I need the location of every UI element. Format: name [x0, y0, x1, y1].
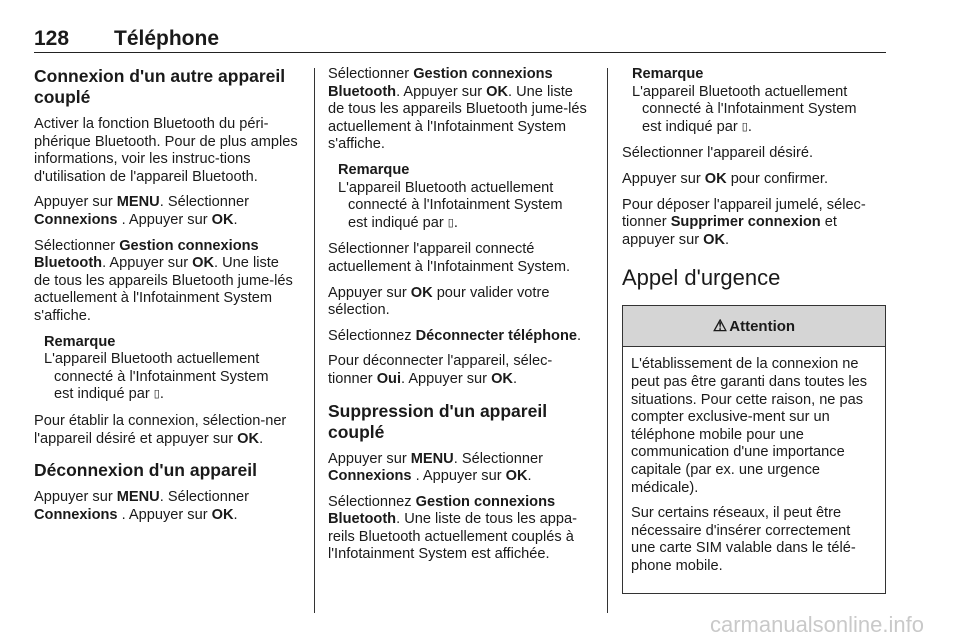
ok-key: OK — [505, 468, 528, 485]
note-line: est indiqué par — [54, 386, 154, 403]
page-number: 128 — [34, 27, 70, 50]
paragraph — [622, 197, 886, 250]
text: Appuyer sur — [34, 194, 117, 211]
ok-key: OK — [237, 430, 260, 447]
section-heading-disconnect: Déconnexion d'un appareil — [34, 460, 257, 481]
text: . Sélectionner — [159, 489, 249, 506]
text: Pour établir la connexion, sélection-ner l'appareil désiré et appuyer sur — [34, 412, 287, 447]
paragraph: Sélectionner l'appareil désiré. — [622, 145, 813, 162]
note-title: Remarque — [44, 333, 116, 350]
attention-paragraph: Sur certains réseaux, il peut être nécessaire d'insérer correctement une carte SIM valable dans le télé-phone mobile. — [631, 505, 856, 574]
note-line-indent: connecté à l'Infotainment System est indiqué par ▯. — [54, 368, 269, 403]
text: Pour déconnecter l'appareil, sélec-tionner — [328, 353, 553, 387]
page-title: Téléphone — [114, 27, 220, 50]
menu-item: Connexions — [34, 506, 118, 523]
note-line: est indiqué par — [348, 214, 448, 231]
menu-item: Gestion connexions Bluetooth — [328, 493, 556, 528]
phone-icon: ▯ — [447, 216, 454, 229]
paragraph — [34, 413, 298, 448]
note — [338, 162, 592, 232]
ok-key: OK — [491, 370, 513, 387]
column-3 — [622, 66, 886, 594]
attention-box — [622, 305, 886, 594]
text: . Appuyer sur — [117, 506, 212, 523]
text: . Appuyer sur — [401, 370, 492, 387]
phone-icon: ▯ — [741, 120, 748, 133]
paragraph — [328, 328, 592, 346]
text: pour confirmer. — [726, 170, 829, 187]
paragraph — [328, 494, 592, 564]
note-line: L'appareil Bluetooth actuellement — [44, 351, 260, 368]
text: . Appuyer sur — [102, 255, 193, 272]
ok-key: OK — [410, 284, 433, 301]
column-divider-1 — [314, 68, 315, 613]
text: . Sélectionner — [159, 194, 249, 211]
menu-item: Supprimer connexion — [670, 214, 821, 231]
text: Pour déposer l'appareil jumelé, sélec-tionner — [622, 196, 866, 231]
note-line-indent: connecté à l'Infotainment System est indiqué par ▯. — [642, 101, 857, 135]
paragraph — [34, 489, 298, 524]
paragraph — [328, 353, 592, 388]
note-line-indent: connecté à l'Infotainment System est indiqué par ▯. — [348, 197, 563, 231]
text: . — [233, 506, 238, 523]
note-line: connecté à l'Infotainment System — [54, 368, 269, 385]
paragraph — [328, 66, 592, 154]
text: . Appuyer sur — [411, 468, 506, 485]
menu-item: Connexions — [328, 468, 412, 485]
text: . — [233, 211, 238, 228]
attention-label: Attention — [729, 317, 796, 335]
menu-item: Déconnecter téléphone — [415, 327, 578, 344]
warning-icon: ⚠ — [712, 317, 728, 335]
text: Appuyer sur — [34, 489, 117, 506]
text: . — [259, 430, 264, 447]
text: Sélectionner — [34, 237, 120, 254]
note-body — [338, 180, 592, 233]
paragraph — [328, 285, 592, 320]
note-line: connecté à l'Infotainment System — [642, 101, 857, 118]
text: et appuyer sur — [622, 214, 837, 248]
menu-item: Gestion connexions Bluetooth — [34, 237, 259, 272]
text: . Une liste de tous les appa-reils Bluetooth actuellement couplés à l'Infotainment System est affichée. — [328, 511, 577, 563]
note — [44, 334, 298, 404]
menu-key: MENU — [116, 489, 160, 506]
note-line: connecté à l'Infotainment System — [348, 197, 563, 214]
text: Sélectionner — [328, 66, 414, 82]
ok-key: OK — [486, 83, 509, 100]
attention-paragraph: L'établissement de la connexion ne peut pas être garanti dans toutes les situations. Pour cette raison, ne pas compter exclusive-ment sur un téléphone mobile pour une communication d'une importance capitale (par ex. une urgence médicale). — [631, 356, 868, 496]
menu-key: MENU — [410, 450, 454, 467]
ok-key: OK — [192, 255, 215, 272]
text: Sélectionnez — [328, 493, 416, 510]
text: . Appuyer sur — [396, 83, 487, 100]
column-1 — [34, 66, 298, 532]
note-title: Remarque — [632, 66, 704, 82]
text: Appuyer sur — [622, 170, 705, 187]
paragraph — [34, 194, 298, 229]
attention-header — [623, 306, 885, 347]
text: . Une liste de tous les appareils Bluetooth jume-lés actuellement à l'Infotainment System s'affiche. — [328, 83, 587, 153]
phone-icon: ▯ — [153, 388, 160, 401]
section-heading-delete: Suppression d'un appareil couplé — [328, 400, 548, 442]
note — [632, 66, 886, 136]
paragraph — [34, 238, 298, 326]
ok-key: OK — [211, 211, 234, 228]
column-2 — [328, 66, 592, 572]
note-line: est indiqué par — [642, 118, 742, 135]
section-heading-emergency: Appel d'urgence — [622, 265, 781, 291]
note-line: L'appareil Bluetooth actuellement — [338, 179, 554, 196]
text: . Appuyer sur — [117, 211, 212, 228]
paragraph — [622, 171, 886, 189]
paragraph: Activer la fonction Bluetooth du péri-phérique Bluetooth. Pour de plus amples informations, voir les instruc-tions d'utilisation de l'appareil Bluetooth. — [34, 116, 298, 185]
text: . — [577, 327, 582, 344]
text: pour valider votre sélection. — [328, 284, 550, 319]
header-rule — [34, 52, 886, 53]
text: . Sélectionner — [453, 450, 543, 467]
text: Appuyer sur — [328, 450, 411, 467]
attention-body — [623, 347, 885, 593]
note-body — [632, 84, 886, 137]
paragraph: Sélectionner l'appareil connecté actuellement à l'Infotainment System. — [328, 241, 571, 275]
menu-item: Connexions — [34, 211, 118, 228]
watermark: carmanualsonline.info — [709, 612, 924, 637]
column-divider-2 — [607, 68, 608, 613]
menu-key: MENU — [116, 194, 160, 211]
ok-key: OK — [211, 506, 234, 523]
text: . — [725, 231, 730, 248]
paragraph — [328, 451, 592, 486]
text: Sélectionnez — [328, 327, 416, 344]
menu-item: Oui — [376, 370, 402, 387]
menu-item: Gestion connexions Bluetooth — [328, 66, 553, 100]
note-line: L'appareil Bluetooth actuellement — [632, 83, 848, 100]
note-title: Remarque — [338, 161, 410, 178]
note-body — [44, 351, 298, 404]
text: . Une liste de tous les appareils Bluetooth jume-lés actuellement à l'Infotainment System s'affiche. — [34, 255, 293, 324]
ok-key: OK — [704, 170, 727, 187]
section-heading-connect: Connexion d'un autre appareil couplé — [34, 66, 286, 107]
text: . — [512, 370, 518, 387]
ok-key: OK — [703, 231, 726, 248]
text: Appuyer sur — [328, 284, 411, 301]
text: . — [527, 468, 532, 485]
